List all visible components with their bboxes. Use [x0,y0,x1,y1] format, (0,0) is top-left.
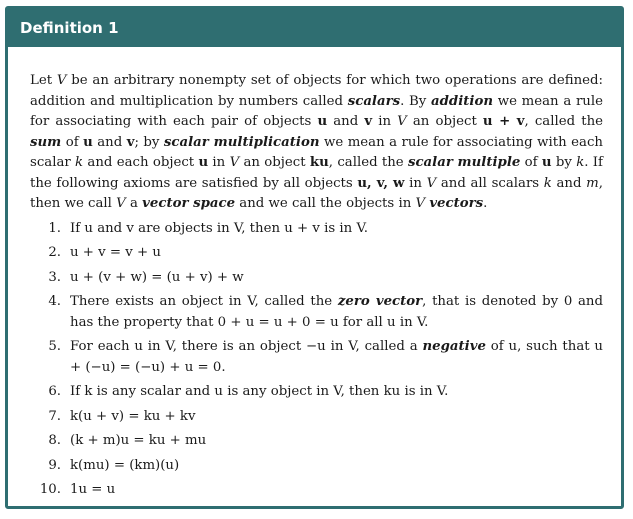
axiom-number: 3. [48,269,61,285]
axiom-number: 2. [48,245,61,260]
axiom-list [30,219,603,501]
definition-header [8,9,621,47]
axiom-8 [30,431,603,452]
axiom-text: k(mu) = (km)(u) [70,457,180,473]
axiom-number: 10. [39,482,61,497]
axiom-10 [30,480,603,501]
axiom-number: 1. [48,220,61,236]
axiom-number: 7. [48,408,61,424]
axiom-4 [30,292,603,333]
term-addition: addition [431,93,493,109]
axiom-3 [30,268,603,289]
axiom-number: 4. [48,294,61,309]
axiom-number: 9. [48,457,61,473]
term-negative: negative [422,339,486,354]
axiom-text: u + (v + w) = (u + v) + w [70,269,244,285]
term-vectors: vectors [429,196,484,211]
axiom-text: k(u + v) = ku + kv [70,408,196,424]
definition-title: Definition 1 [20,19,119,37]
axiom-5 [30,337,603,378]
axiom-text: There exists an object in V, called the zero vector, that is denoted by 0 and has the property that 0 + u = u + 0 = u for all u in V. [70,294,603,330]
axiom-9 [30,456,603,477]
axiom-7 [30,407,603,428]
axiom-number: 5. [48,339,61,354]
axiom-number: 8. [48,433,61,448]
axiom-text: If k is any scalar and u is any object in V, then ku is in V. [70,384,449,399]
term-scalar-multiplication: scalar multiplication [163,134,320,150]
term-vector-space: vector space [142,196,236,211]
axiom-text: For each u in V, there is an object −u in V, called a negative of u, such that u + (−u) = (−u) + u = 0. [70,339,603,375]
definition-box [5,6,624,509]
term-zero-vector: zero vector [337,294,423,309]
axiom-1 [30,219,603,240]
axiom-number: 6. [48,384,61,399]
axiom-2 [30,243,603,264]
axiom-text: (k + m)u = ku + mu [70,433,207,448]
axiom-6 [30,382,603,403]
term-scalars: scalars [347,93,401,109]
term-sum: sum [30,134,62,150]
axiom-text: 1u = u [70,482,116,497]
axiom-text: If u and v are objects in V, then u + v is in V. [70,220,368,236]
axiom-text: u + v = v + u [70,245,161,260]
definition-intro: Let V be an arbitrary nonempty set of objects for which two operations are defined: addition and multiplication by numbers called scalars. By addition we mean a rule for associating with each pair of objects u and v in V an object u + v, called the sum of u and v; by scalar multiplication we mean a rule for associating with each scalar k and each object u in V an object ku, called the scalar multiple of u by k. If the following axioms are satisfied by all objects u, v, w in V and all scalars k and m, then we call V a vector space and we call the objects in V vectors. [30,73,603,211]
definition-body [8,47,621,501]
term-scalar-multiple: scalar multiple [407,155,521,170]
